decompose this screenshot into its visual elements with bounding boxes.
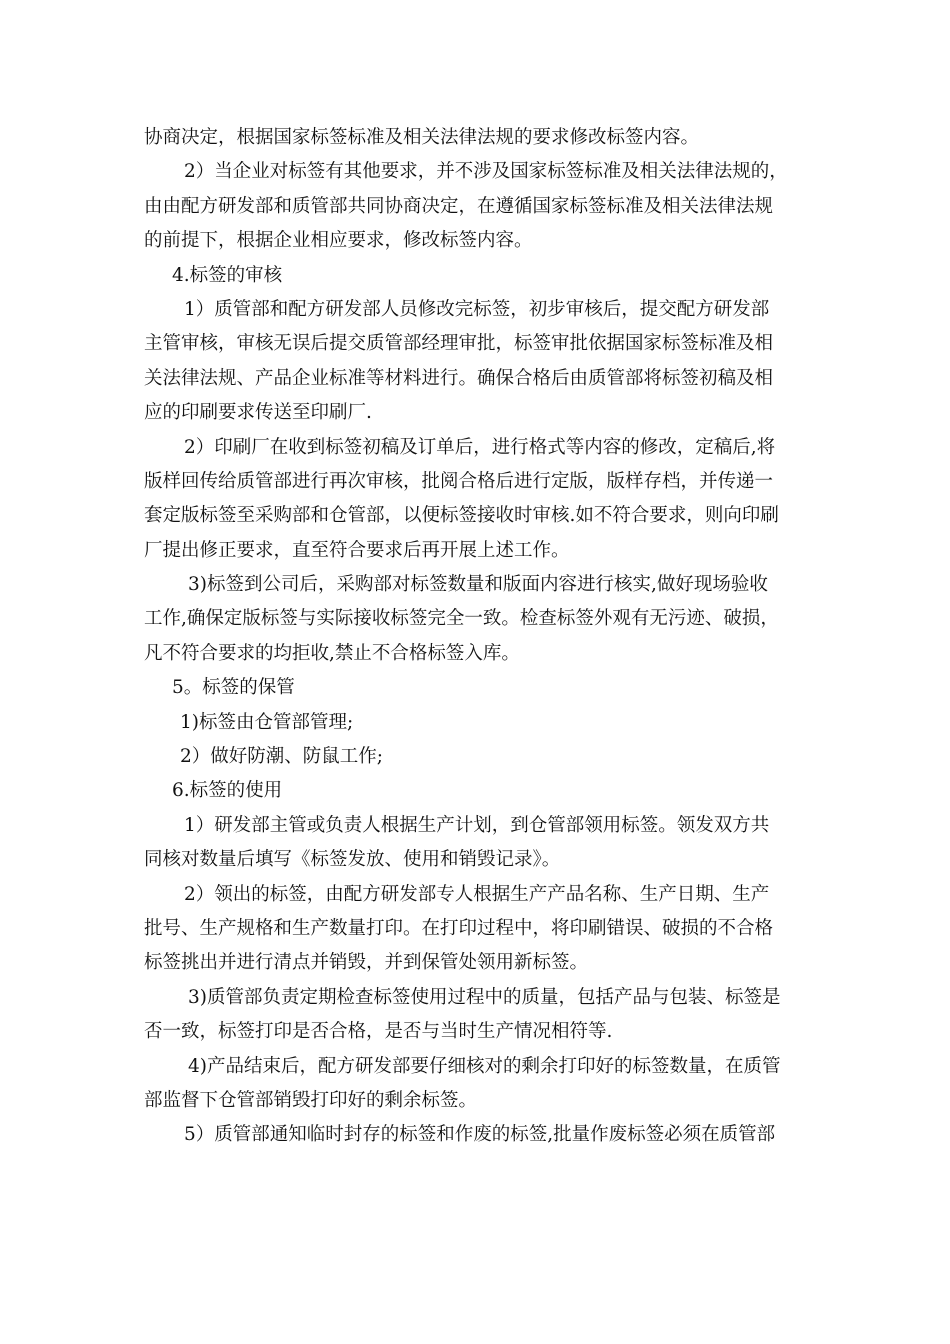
text-line: 4.标签的审核 (172, 264, 283, 286)
text-line: 2）做好防潮、防鼠工作; (180, 746, 384, 768)
text-line: 3)质管部负责定期检查标签使用过程中的质量，包括产品与包装、标签是 (188, 986, 781, 1008)
text-line: 2）当企业对标签有其他要求，并不涉及国家标签标准及相关法律法规的， (184, 161, 788, 183)
text-line: 部监督下仓管部销毁打印好的剩余标签。 (144, 1089, 478, 1111)
text-line: 套定版标签至采购部和仓管部，以便标签接收时审核.如不符合要求，则向印刷 (144, 505, 779, 527)
text-line: 工作,确保定版标签与实际接收标签完全一致。检查标签外观有无污迹、破损， (144, 608, 779, 630)
text-line: 主管审核，审核无误后提交质管部经理审批，标签审批依据国家标签标准及相 (144, 333, 774, 355)
text-line: 由由配方研发部和质管部共同协商决定，在遵循国家标签标准及相关法律法规 (144, 195, 774, 217)
text-line: 凡不符合要求的均拒收,禁止不合格标签入库。 (144, 642, 520, 664)
text-line: 同核对数量后填写《标签发放、使用和销毁记录》。 (144, 849, 561, 871)
document-body (144, 121, 804, 1153)
text-line: 否一致，标签打印是否合格，是否与当时生产情况相符等. (144, 1021, 613, 1043)
text-line: 应的印刷要求传送至印刷厂. (144, 402, 372, 424)
text-line: 标签挑出并进行清点并销毁，并到保管处领用新标签。 (144, 952, 589, 974)
text-line: 关法律法规、产品企业标准等材料进行。确保合格后由质管部将标签初稿及相 (144, 367, 774, 389)
text-line: 1）质管部和配方研发部人员修改完标签，初步审核后，提交配方研发部 (184, 298, 770, 320)
text-line: 1)标签由仓管部管理; (180, 711, 354, 733)
text-line: 批号、生产规格和生产数量打印。在打印过程中，将印刷错误、破损的不合格 (144, 917, 774, 939)
text-line: 2）印刷厂在收到标签初稿及订单后，进行格式等内容的修改，定稿后,将 (184, 436, 776, 458)
text-line: 1）研发部主管或负责人根据生产计划，到仓管部领用标签。领发双方共 (184, 814, 770, 836)
text-line: 5）质管部通知临时封存的标签和作废的标签,批量作废标签必须在质管部 (184, 1124, 776, 1146)
text-line: 版样回传给质管部进行再次审核，批阅合格后进行定版，版样存档，并传递一 (144, 470, 774, 492)
text-line: 2）领出的标签，由配方研发部专人根据生产产品名称、生产日期、生产 (184, 883, 770, 905)
text-line: 厂提出修正要求，直至符合要求后再开展上述工作。 (144, 539, 570, 561)
text-line: 协商决定，根据国家标签标准及相关法律法规的要求修改标签内容。 (144, 127, 700, 148)
text-line: 5。标签的保管 (172, 677, 295, 699)
text-line: 4)产品结束后，配方研发部要仔细核对的剩余打印好的标签数量，在质管 (188, 1055, 781, 1077)
text-line: 6.标签的使用 (172, 780, 283, 802)
text-line: 3)标签到公司后，采购部对标签数量和版面内容进行核实,做好现场验收 (188, 574, 768, 596)
text-line: 的前提下，根据企业相应要求，修改标签内容。 (144, 230, 533, 252)
